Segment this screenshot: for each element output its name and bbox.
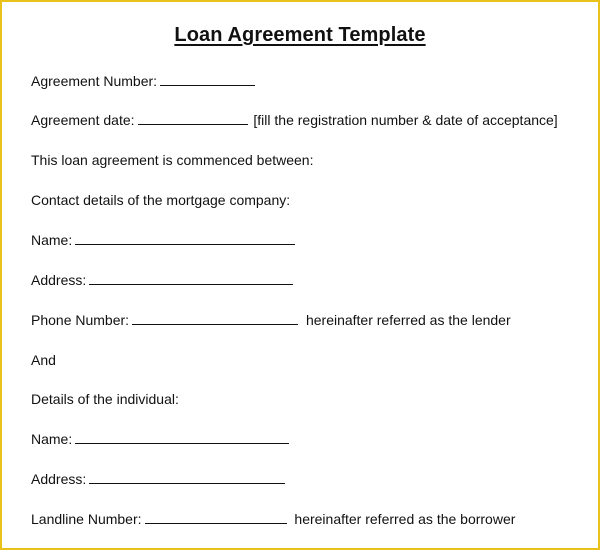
borrower-name-line <box>31 430 291 448</box>
lender-address-line <box>31 271 295 289</box>
contact-details-line: Contact details of the mortgage company: <box>31 192 291 208</box>
agreement-date-line <box>31 111 558 129</box>
agreement-date-note: [fill the registration number & date of acceptance] <box>253 112 558 128</box>
lender-address-blank[interactable] <box>89 271 293 285</box>
agreement-number-line <box>31 72 257 90</box>
lender-name-line <box>31 231 297 249</box>
lender-phone-label: Phone Number: <box>31 312 130 328</box>
borrower-address-blank[interactable] <box>89 470 285 484</box>
borrower-name-label: Name: <box>31 431 73 447</box>
agreement-number-blank[interactable] <box>160 72 255 86</box>
lender-phone-line <box>31 311 511 329</box>
lender-address-label: Address: <box>31 272 87 288</box>
lender-phone-suffix: hereinafter referred as the lender <box>305 312 511 328</box>
lender-name-blank[interactable] <box>75 231 295 245</box>
borrower-landline-suffix: hereinafter referred as the borrower <box>294 511 516 527</box>
commenced-line: This loan agreement is commenced between: <box>31 152 314 168</box>
document-title: Loan Agreement Template <box>174 24 426 46</box>
agreement-date-label: Agreement date: <box>31 112 135 128</box>
lender-name-label: Name: <box>31 232 73 248</box>
individual-details-line: Details of the individual: <box>31 391 179 407</box>
borrower-landline-line <box>31 510 515 528</box>
borrower-landline-label: Landline Number: <box>31 511 142 527</box>
borrower-landline-blank[interactable] <box>145 510 287 524</box>
borrower-address-label: Address: <box>31 471 87 487</box>
borrower-address-line <box>31 470 287 488</box>
borrower-name-blank[interactable] <box>75 430 289 444</box>
and-line: And <box>31 352 56 368</box>
agreement-date-blank[interactable] <box>138 111 248 125</box>
agreement-number-label: Agreement Number: <box>31 73 158 89</box>
lender-phone-blank[interactable] <box>132 311 298 325</box>
